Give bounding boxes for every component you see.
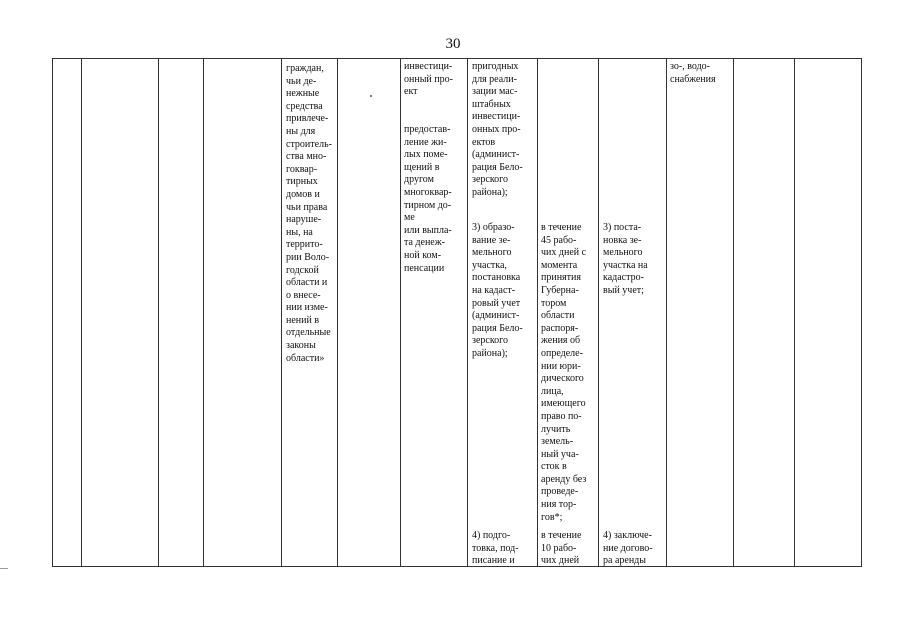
cell-measures-b: 3) образо- вание зе- мельного участка, постановка на кадаст- ровый учет (админист- рация Бело- зерского района); (472, 222, 523, 359)
cell-results-a: 3) поста- новка зе- мельного участка на кадастро- вый учет; (603, 222, 648, 296)
column-divider (666, 58, 667, 567)
column-divider (733, 58, 734, 567)
column-divider (794, 58, 795, 567)
column-divider (281, 58, 282, 567)
column-divider (400, 58, 401, 567)
column-divider (467, 58, 468, 567)
column-divider (158, 58, 159, 567)
column-divider (598, 58, 599, 567)
column-divider (337, 58, 338, 567)
cell-project-b: предостав- ление жи- лых поме- щений в другом многоквар- тирном до- ме или выпла- та денеж- ной ком- пенсации (404, 124, 452, 274)
margin-mark (0, 568, 8, 569)
cell-terms-b: в течение 10 рабо- чих дней (541, 530, 582, 567)
cell-measures-c: 4) подго- товка, под- писание и (472, 530, 519, 567)
column-divider (203, 58, 204, 567)
scan-dot (370, 95, 372, 97)
cell-project-a: инвестици- онный про- ект (404, 61, 453, 98)
column-divider (537, 58, 538, 567)
cell-infrastructure: зо-, водо- снабжения (670, 61, 716, 85)
column-divider (81, 58, 82, 567)
table-frame (52, 58, 862, 567)
cell-citizens: граждан, чьи де- нежные средства привлече- ны для строитель- ства мно- гоквар- тирных домов и чьи права наруше- ны, на террито- рии Воло- годской области и о внесе- нии изме- нений в отдельные законы области» (286, 63, 332, 364)
cell-terms-a: в течение 45 рабо- чих дней с момента принятия Губерна- тором области распоря- жения об определе- нии юри- дического лица, имеющего право по- лучить земель- ный уча- сток в аренду без проведе- ния тор- гов*; (541, 222, 587, 523)
cell-measures-a: пригодных для реали- зации мас- штабных инвестици- онных про- ектов (админист- рация Бело- зерского района); (472, 61, 523, 198)
cell-results-b: 4) заключе- ние догово- ра аренды (603, 530, 653, 567)
page-number: 30 (445, 36, 461, 52)
